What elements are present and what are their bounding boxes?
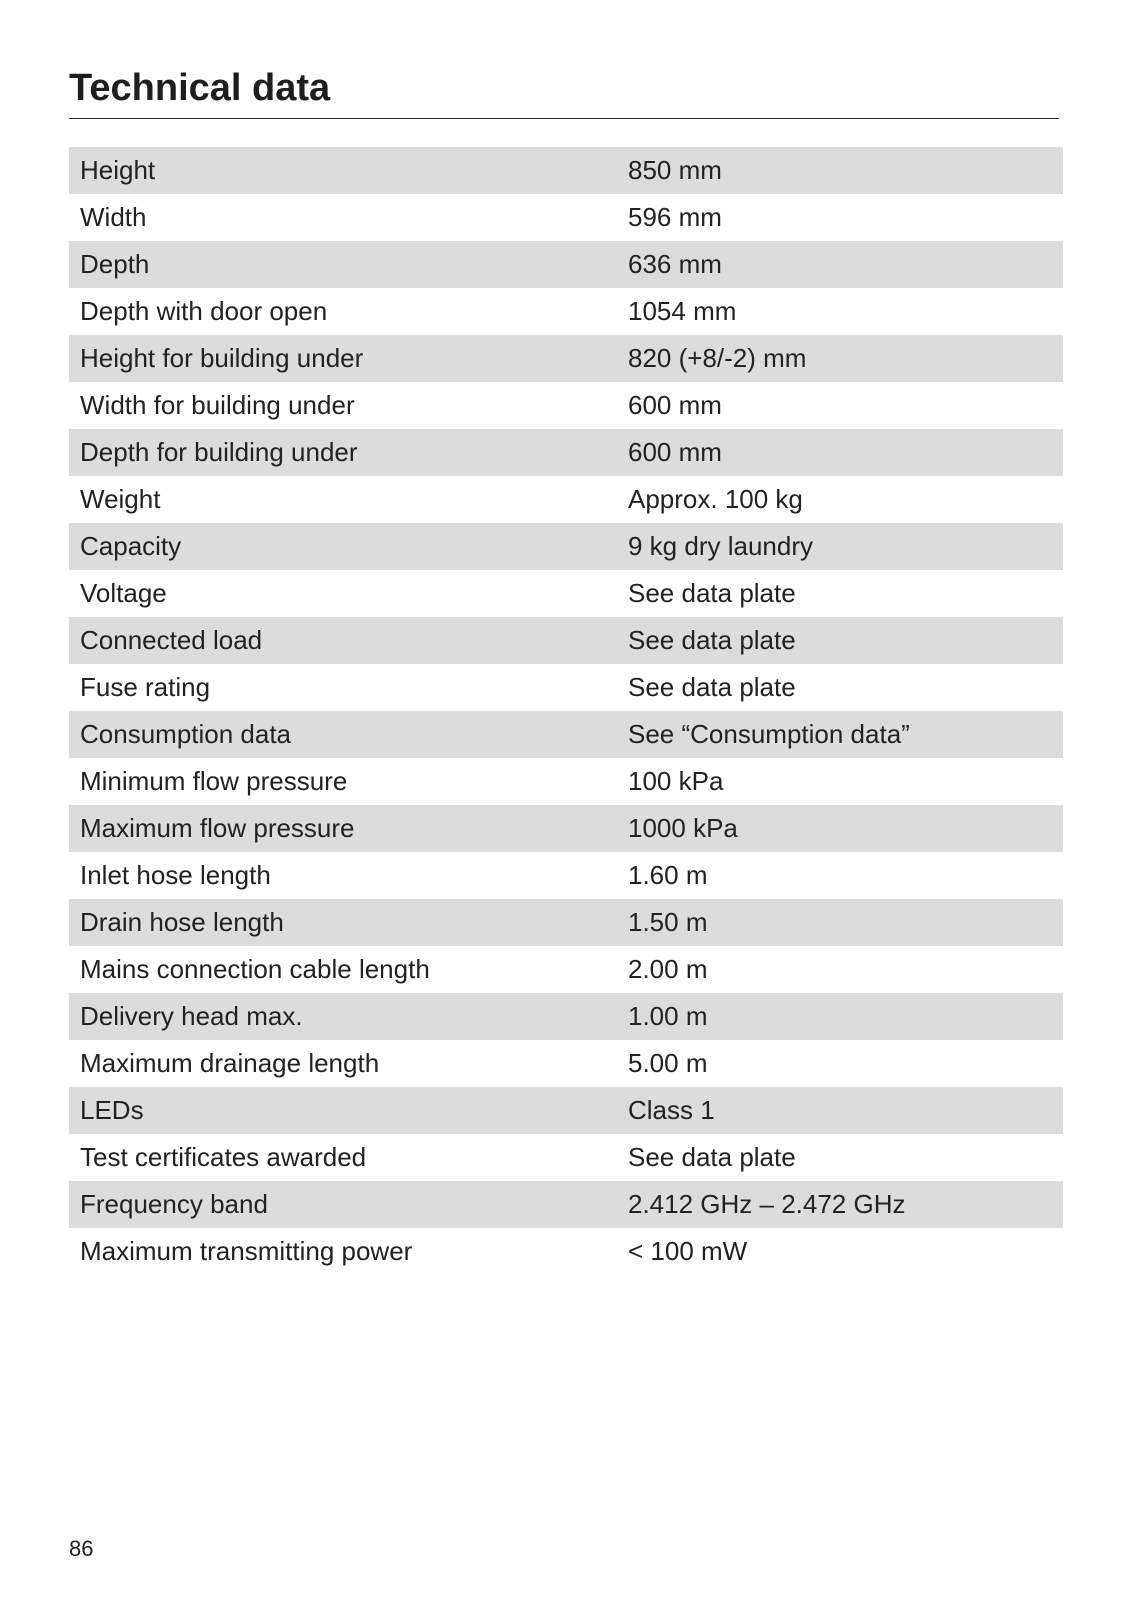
spec-row	[69, 1087, 1063, 1134]
spec-row	[69, 523, 1063, 570]
spec-label: Maximum transmitting power	[80, 1236, 413, 1266]
spec-value: See “Consumption data”	[617, 711, 1063, 758]
spec-value: See data plate	[628, 672, 796, 702]
spec-value: < 100 mW	[628, 1236, 748, 1266]
spec-label: Connected load	[69, 617, 617, 664]
spec-row	[69, 805, 1063, 852]
spec-row	[69, 241, 1063, 288]
spec-row	[69, 147, 1063, 194]
spec-row	[69, 335, 1063, 382]
spec-value: 1.00 m	[617, 993, 1063, 1040]
spec-label: Fuse rating	[80, 672, 211, 702]
spec-row	[69, 664, 1063, 711]
technical-data-table	[69, 147, 1063, 1275]
spec-row	[69, 852, 1063, 899]
spec-row	[69, 1228, 1063, 1275]
spec-row	[69, 570, 1063, 617]
spec-row	[69, 1040, 1063, 1087]
page-number: 86	[69, 1536, 94, 1561]
spec-value: 1000 kPa	[617, 805, 1063, 852]
spec-row	[69, 946, 1063, 993]
spec-value: 9 kg dry laundry	[617, 523, 1063, 570]
page-title: Technical data	[69, 67, 331, 109]
spec-row	[69, 429, 1063, 476]
spec-row	[69, 993, 1063, 1040]
spec-value: 1.50 m	[617, 899, 1063, 946]
spec-label: Maximum drainage length	[80, 1048, 380, 1078]
spec-value: 1054 mm	[628, 296, 737, 326]
spec-value: 5.00 m	[628, 1048, 708, 1078]
spec-value: 1.60 m	[628, 860, 708, 890]
spec-row	[69, 1181, 1063, 1228]
spec-value: 850 mm	[617, 147, 1063, 194]
spec-row	[69, 711, 1063, 758]
spec-row	[69, 382, 1063, 429]
spec-row	[69, 194, 1063, 241]
spec-label: LEDs	[69, 1087, 617, 1134]
spec-label: Width for building under	[80, 390, 355, 420]
spec-value: Approx. 100 kg	[628, 484, 803, 514]
spec-value: See data plate	[628, 1142, 796, 1172]
spec-value: 596 mm	[628, 202, 722, 232]
spec-value: Class 1	[617, 1087, 1063, 1134]
spec-row	[69, 758, 1063, 805]
spec-label: Consumption data	[69, 711, 617, 758]
spec-value: 600 mm	[628, 390, 722, 420]
spec-label: Capacity	[69, 523, 617, 570]
spec-label: Height for building under	[69, 335, 617, 382]
spec-label: Depth	[69, 241, 617, 288]
spec-value: 100 kPa	[628, 766, 724, 796]
spec-label: Width	[80, 202, 147, 232]
spec-value: 636 mm	[617, 241, 1063, 288]
spec-label: Test certificates awarded	[80, 1142, 367, 1172]
spec-value: See data plate	[617, 617, 1063, 664]
spec-row	[69, 288, 1063, 335]
spec-row	[69, 476, 1063, 523]
spec-label: Height	[69, 147, 617, 194]
spec-value: 2.00 m	[628, 954, 708, 984]
technical-data-table-body	[69, 147, 1063, 1275]
spec-label: Drain hose length	[69, 899, 617, 946]
spec-label: Weight	[80, 484, 161, 514]
spec-value: 600 mm	[617, 429, 1063, 476]
spec-label: Mains connection cable length	[80, 954, 430, 984]
spec-row	[69, 899, 1063, 946]
spec-value: 820 (+8/-2) mm	[617, 335, 1063, 382]
spec-label: Voltage	[80, 578, 167, 608]
spec-label: Depth with door open	[80, 296, 328, 326]
spec-label: Minimum flow pressure	[80, 766, 348, 796]
title-divider	[69, 118, 1059, 119]
spec-label: Maximum flow pressure	[69, 805, 617, 852]
spec-label: Delivery head max.	[69, 993, 617, 1040]
spec-label: Depth for building under	[69, 429, 617, 476]
spec-row	[69, 1134, 1063, 1181]
spec-label: Frequency band	[69, 1181, 617, 1228]
spec-label: Inlet hose length	[80, 860, 271, 890]
spec-value: See data plate	[628, 578, 796, 608]
spec-value: 2.412 GHz – 2.472 GHz	[617, 1181, 1063, 1228]
spec-row	[69, 617, 1063, 664]
